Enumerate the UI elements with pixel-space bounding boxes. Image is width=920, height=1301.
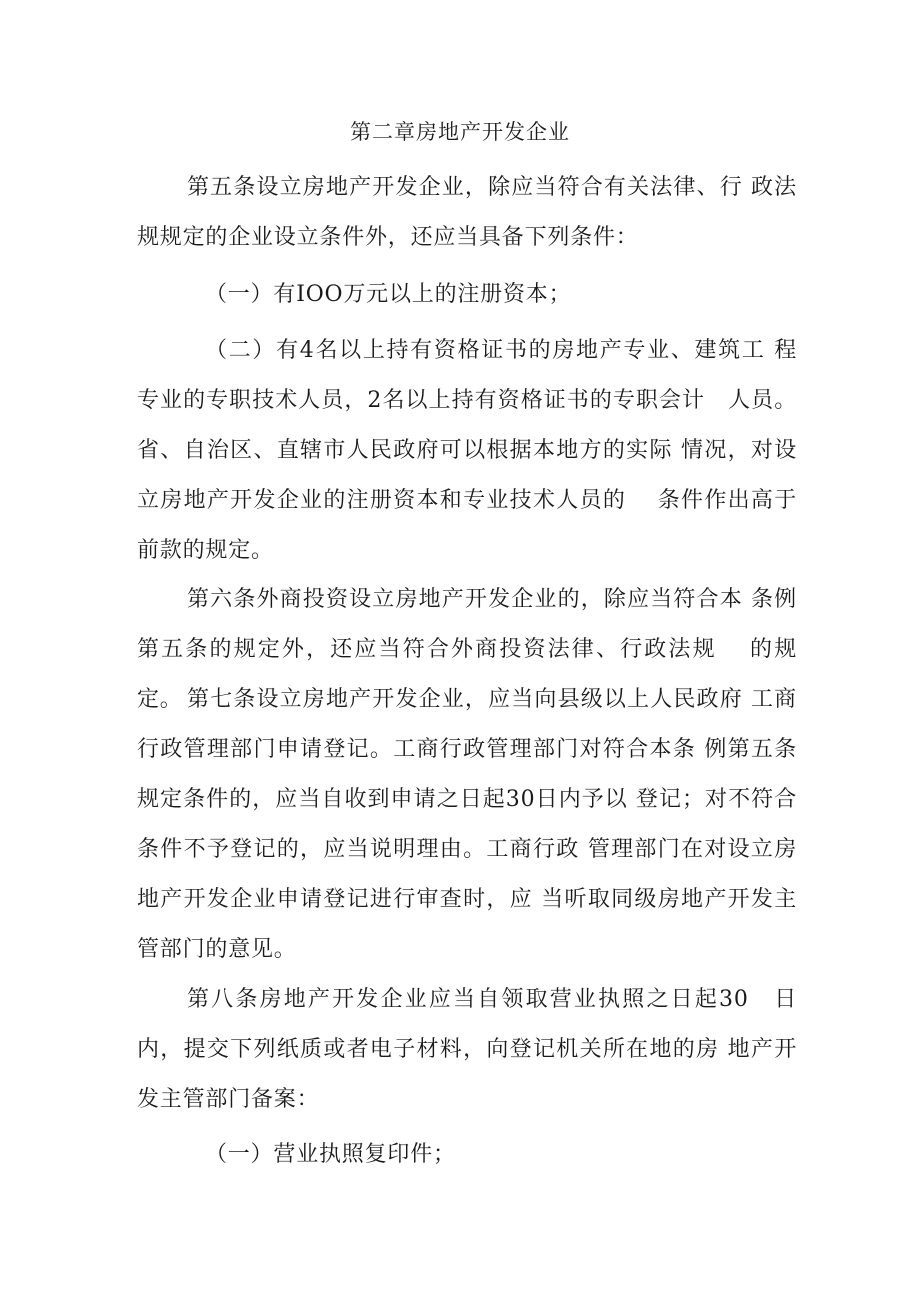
article-6-paragraph: 第六条外商投资设立房地产开发企业的，除应当符合本 条例第五条的规定外，还应当符合外商投资法律、行政法规 的规定。 <box>137 587 797 712</box>
chapter-title: 第二章房地产开发企业 <box>350 120 570 144</box>
article-5-item-2: （二）有4名以上持有资格证书的房地产专业、建筑工 程专业的专职技术人员，2名以上持有资格证书的专职会计 人员。省、自治区、直辖市人民政府可以根据本地方的实际 情况，对设立房地产开发企业的注册资本和专业技术人员的 条件作出高于前款的规定。 <box>137 338 797 563</box>
article-7-paragraph: 第七条设立房地产开发企业，应当向县级以上人民政府 工商行政管理部门申请登记。工商行政管理部门对符合本条 例第五条规定条件的，应当自收到申请之日起30日内予以 登记；对不符合条件不予登记的，应当说明理由。工商行政 管理部门在对设立房地产开发企业申请登记进行审查时，应 当听取同级房地产开发主管部门的意见。 <box>137 687 797 962</box>
article-5-paragraph: 第五条设立房地产开发企业，除应当符合有关法律、行 政法规规定的企业设立条件外，还应当具备下列条件： <box>137 175 797 250</box>
article-8-paragraph: 第八条房地产开发企业应当自领取营业执照之日起30 日内，提交下列纸质或者电子材料，向登记机关所在地的房 地产开发主管部门备案： <box>137 987 797 1112</box>
article-8-item-1: （一）营业执照复印件； <box>205 1142 456 1167</box>
article-5-item-1: （一）有IOO万元以上的注册资本； <box>205 282 572 307</box>
